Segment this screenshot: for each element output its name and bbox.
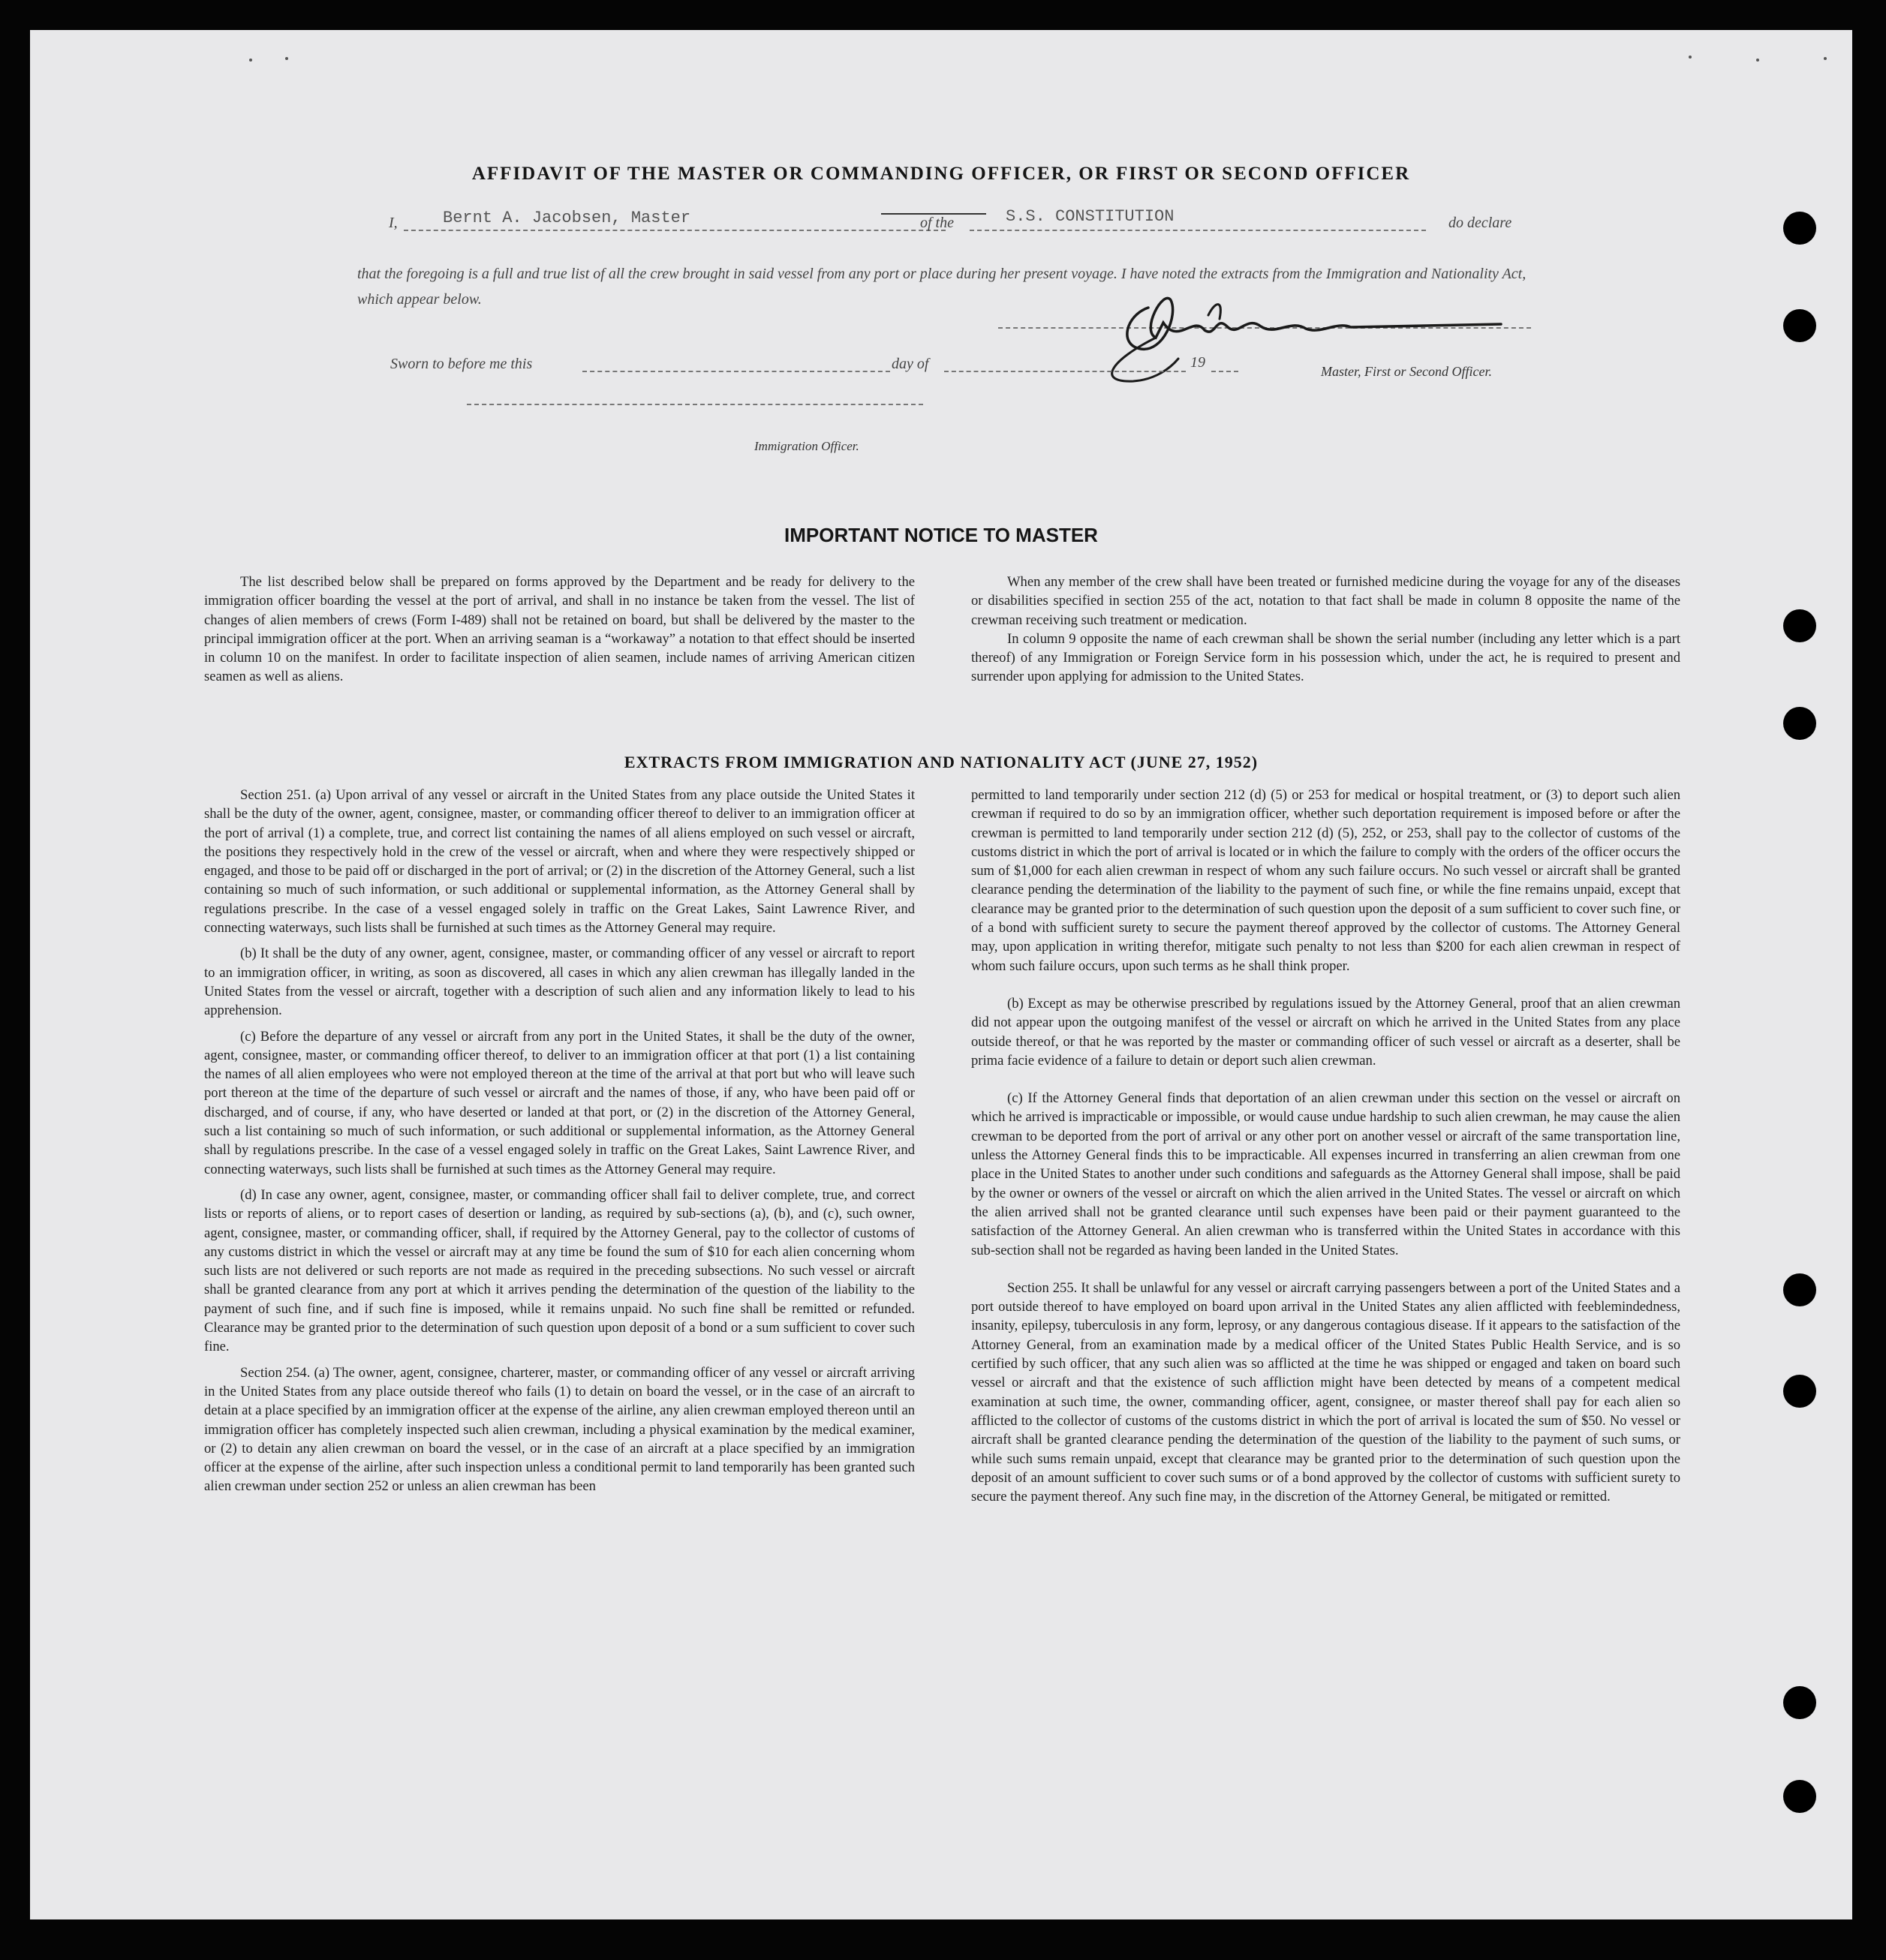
master-name-typed: Bernt A. Jacobsen, Master: [443, 209, 691, 227]
punch-hole: [1783, 1375, 1816, 1408]
scan-speck: [1824, 57, 1827, 60]
punch-hole: [1783, 1273, 1816, 1306]
i-label: I,: [389, 215, 398, 231]
notice-right-column: [971, 573, 1680, 687]
year-label: 19: [1190, 354, 1205, 371]
notice-paragraph: When any member of the crew shall have been treated or furnished medicine during the voyage for any of the diseases or disabilities specified in section 255 of the act, notation to that fact shall be made in column 8 opposite the name of the crewman receiving such treatment or medication.: [971, 574, 1680, 628]
sworn-year-line: [1211, 371, 1238, 372]
notice-paragraph: The list described below shall be prepared on forms approved by the Department and be ready for delivery to the immigration officer boarding the vessel at the port of arrival, and shall in no instance be taken from the vessel. The list of changes of alien members of crews (Form I-489) shall not be retained on board, but shall be delivered by the master to the principal immigration officer at the port. When an arriving seaman is a “workaway” a notation to that effect should be inserted in column 10 on the manifest. In order to facilitate inspection of alien seamen, include names of arriving American citizen seamen as well as aliens.: [204, 574, 915, 685]
section-255: Section 255. It shall be unlawful for any vessel or aircraft carrying passengers between a port of the United States and a port outside thereof to have employed on board upon arrival in the United States any alien afflicted with feeblemindedness, insanity, epilepsy, tuberculosis in any form, leprosy, or any dangerous contagious disease. If it appears to the satisfaction of the Attorney General, from an examination made by a medical officer of the United States Public Health Service, and is so certified by such officer, that any such alien was so afflicted at the time he was shipped or engaged and taken on board such vessel or aircraft and that the existence of such affliction might have been detected by means of a competent medical examination at such time, the owner, commanding officer, agent, consignee, or master thereof shall pay for each alien so afflicted to the collector of customs of the customs district in which the port of arrival is located the sum of $50. No vessel or aircraft shall be granted clearance pending the determination of the question of the liability to the payment of such sums, or while such sums remain unpaid, except that clearance may be granted prior to the determination of such question upon the deposit of an amount sufficient to cover such sums or of a bond approved by the collector of customs with sufficient surety to secure the payment thereof. Any such fine may, in the discretion of the Attorney General, be mitigated or remitted.: [971, 1279, 1680, 1505]
notice-paragraph: In column 9 opposite the name of each crewman shall be shown the serial number (including any letter which is a part thereof) of any Immigration or Foreign Service form in his possession which, under the act, he is required to present and surrender upon applying for admission to the United States.: [971, 630, 1680, 685]
punch-hole: [1783, 1686, 1816, 1719]
immigration-officer-line: [467, 404, 923, 405]
extracts-title: EXTRACTS FROM IMMIGRATION AND NATIONALITY ACT (JUNE 27, 1952): [624, 753, 1259, 771]
section-251-a: Section 251. (a) Upon arrival of any vessel or aircraft in the United States from any place outside the United States it shall be the duty of the owner, agent, consignee, master, or commanding officer thereof to deliver to an immigration officer at the port of arrival (1) a complete, true, and correct list containing the names of all aliens employed on such vessel or aircraft, the positions they respectively hold in the crew of the vessel or aircraft, when and where they were respectively shipped or engaged, and those to be paid off or discharged in the port of arrival; or (2) in the discretion of the Attorney General, such a list containing so much of such information, or such additional or supplemental information, as the Attorney General shall by regulations prescribe. In the case of a vessel engaged solely in traffic on the Great Lakes, Saint Lawrence River, and connecting waterways, such lists shall be furnished at such times as the Attorney General may require.: [204, 787, 915, 936]
section-254-b: (b) Except as may be otherwise prescribed by regulations issued by the Attorney General, proof that an alien crewman did not appear upon the outgoing manifest of the vessel or aircraft on which he arrived in the United States from any place outside thereof, or that he was reported by the master or commanding officer of such vessel or aircraft as a deserter, shall be prima facie evidence of a failure to detain or deport such alien crewman.: [971, 995, 1680, 1069]
scan-speck: [1756, 59, 1759, 62]
section-251-b: (b) It shall be the duty of any owner, agent, consignee, master, or commanding officer of any vessel or aircraft to report to an immigration officer, in writing, as soon as discovered, all cases in which any alien crewman has illegally landed in the United States from the vessel or aircraft, together with a description of such alien and any information likely to lead to his apprehension.: [204, 945, 915, 1019]
notice-title: IMPORTANT NOTICE TO MASTER: [784, 524, 1098, 546]
scan-speck: [1689, 56, 1692, 59]
vessel-name-line: [970, 230, 1426, 231]
sworn-day-line: [582, 371, 890, 372]
do-declare-label: do declare: [1448, 215, 1512, 231]
section-254-c: (c) If the Attorney General finds that deportation of an alien crewman under this section on the vessel or aircraft on which he arrived is impracticable or impossible, or would cause undue hardship to such alien crewman, he may cause the alien crewman to be deported from the port of arrival or any other port on another vessel or aircraft of the same transportation line, unless the Attorney General finds this to be impracticable. All expenses incurred in transferring an alien crewman from one place in the United States to another under such conditions and safeguards as the Attorney General shall impose, shall be paid by the owner or owners of the vessel or aircraft on which the alien arrived in the United States. The vessel or aircraft on which the alien arrived shall not be granted clearance until such expenses have been paid or their payment guaranteed to the satisfaction of the Attorney General. An alien crewman who is transferred within the United States in accordance with this sub-section shall not be regarded as having been landed in the United States.: [971, 1090, 1680, 1258]
master-name-line: [404, 230, 946, 231]
extracts-right-column: [971, 786, 1680, 1513]
sworn-label: Sworn to before me this: [390, 356, 533, 372]
punch-hole: [1783, 309, 1816, 342]
section-254-a-continued: permitted to land temporarily under section 212 (d) (5) or 253 for medical or hospital treatment, or (3) to deport such alien crewman if required to do so by an immigration officer, whether such deportation requirement is imposed before or after the crewman is permitted to land temporarily under section 212 (d) (5), 252, or 253, shall pay to the collector of customs of the customs district in which the port of arrival is located or in which the failure to comply with the orders of the officer occurs the sum of $1,000 for each alien crewman in respect of whom any such failure occurs. No such vessel or aircraft shall be granted clearance pending the determination of the liability to the payment of such fine, or while the fine remains unpaid, except that clearance may be granted prior to the determination of such question upon the deposit of a sum sufficient to cover such fine, or of a bond with sufficient surety to secure the payment thereof approved by the collector of customs. The Attorney General may, upon application in writing therefor, mitigate such penalty to not less than $200 for each alien crewman in respect of whom such failure occurs, upon such terms as he shall think proper.: [971, 787, 1680, 974]
document-page: [30, 30, 1852, 1919]
punch-hole: [1783, 609, 1816, 642]
master-caption: Master, First or Second Officer.: [1321, 364, 1492, 379]
declaration-text: that the foregoing is a full and true list of all the crew brought in said vessel from any port or place during her present voyage. I have noted the extracts from the Immigration and Nationality Act, which appear below.: [357, 266, 1527, 308]
immigration-officer-caption: Immigration Officer.: [754, 439, 859, 453]
scan-speck: [285, 57, 288, 60]
of-the-label: of the: [920, 215, 954, 231]
punch-hole: [1783, 1780, 1816, 1813]
punch-hole: [1783, 212, 1816, 245]
scan-speck: [249, 59, 252, 62]
sworn-month-line: [944, 371, 1186, 372]
notice-left-column: [204, 573, 915, 693]
section-251-d: (d) In case any owner, agent, consignee, master, or commanding officer shall fail to deliver complete, true, and correct lists or reports of aliens, or to report cases of desertion or landing, as required by sub-sections (a), (b), and (c), such owner, agent, consignee, master, or commanding officer, shall, if required by the Attorney General, pay to the collector of customs of any customs district in which the vessel or aircraft may at any time be found the sum of $10 for each alien concerning whom such lists are not delivered or such reports are not made as required in the preceding subsections. No such vessel or aircraft shall be granted clearance from any port at which it arrives pending the determination of the question of the liability to the payment of such fine, and if such fine is imposed, while it remains unpaid. No such fine shall be remitted or refunded. Clearance may be granted prior to the determination of such question upon deposit of a bond or a sum sufficient to cover such fine.: [204, 1186, 915, 1355]
day-of-label: day of: [892, 356, 929, 372]
section-251-c: (c) Before the departure of any vessel or aircraft from any port in the United States, it shall be the duty of the owner, agent, consignee, master, or commanding officer thereof, to deliver to an immigration officer at that port (1) a list containing the names of all alien employees who were not employed thereon at the time of the arrival at that port but who will leave such port thereon at the time of the departure of such vessel or aircraft and the names of those, if any, who have been paid off or discharged, and of course, if any, who have deserted or landed at that port, or (2) in the discretion of the Attorney General, such a list containing so much of such information, or such additional or supplemental information, as the Attorney General shall by regulations prescribe. In the case of a vessel engaged solely in traffic on the Great Lakes, Saint Lawrence River, and connecting waterways, such lists shall be furnished at such times as the Attorney General may require.: [204, 1028, 915, 1177]
punch-hole: [1783, 707, 1816, 740]
section-254-a-start: Section 254. (a) The owner, agent, consignee, charterer, master, or commanding officer of any vessel or aircraft arriving in the United States from any place outside thereof who fails (1) to detain on board the vessel, or in the case of an aircraft to detain at a place specified by an immigration officer at the expense of the airline, any alien crewman employed thereon until an immigration officer has completely inspected such alien crewman, including a physical examination by the medical examiner, or (2) to detain any alien crewman on board the vessel, or in the case of an aircraft at a place specified by an immigration officer at the expense of the airline, after such inspection unless a conditional permit to land temporarily has been granted such alien crewman under section 252 or unless an alien crewman has been: [204, 1364, 915, 1495]
vessel-name-typed: S.S. CONSTITUTION: [1006, 207, 1175, 226]
extracts-left-column: [204, 786, 915, 1503]
affidavit-title: AFFIDAVIT OF THE MASTER OR COMMANDING OFFICER, OR FIRST OR SECOND OFFICER: [471, 164, 1411, 184]
